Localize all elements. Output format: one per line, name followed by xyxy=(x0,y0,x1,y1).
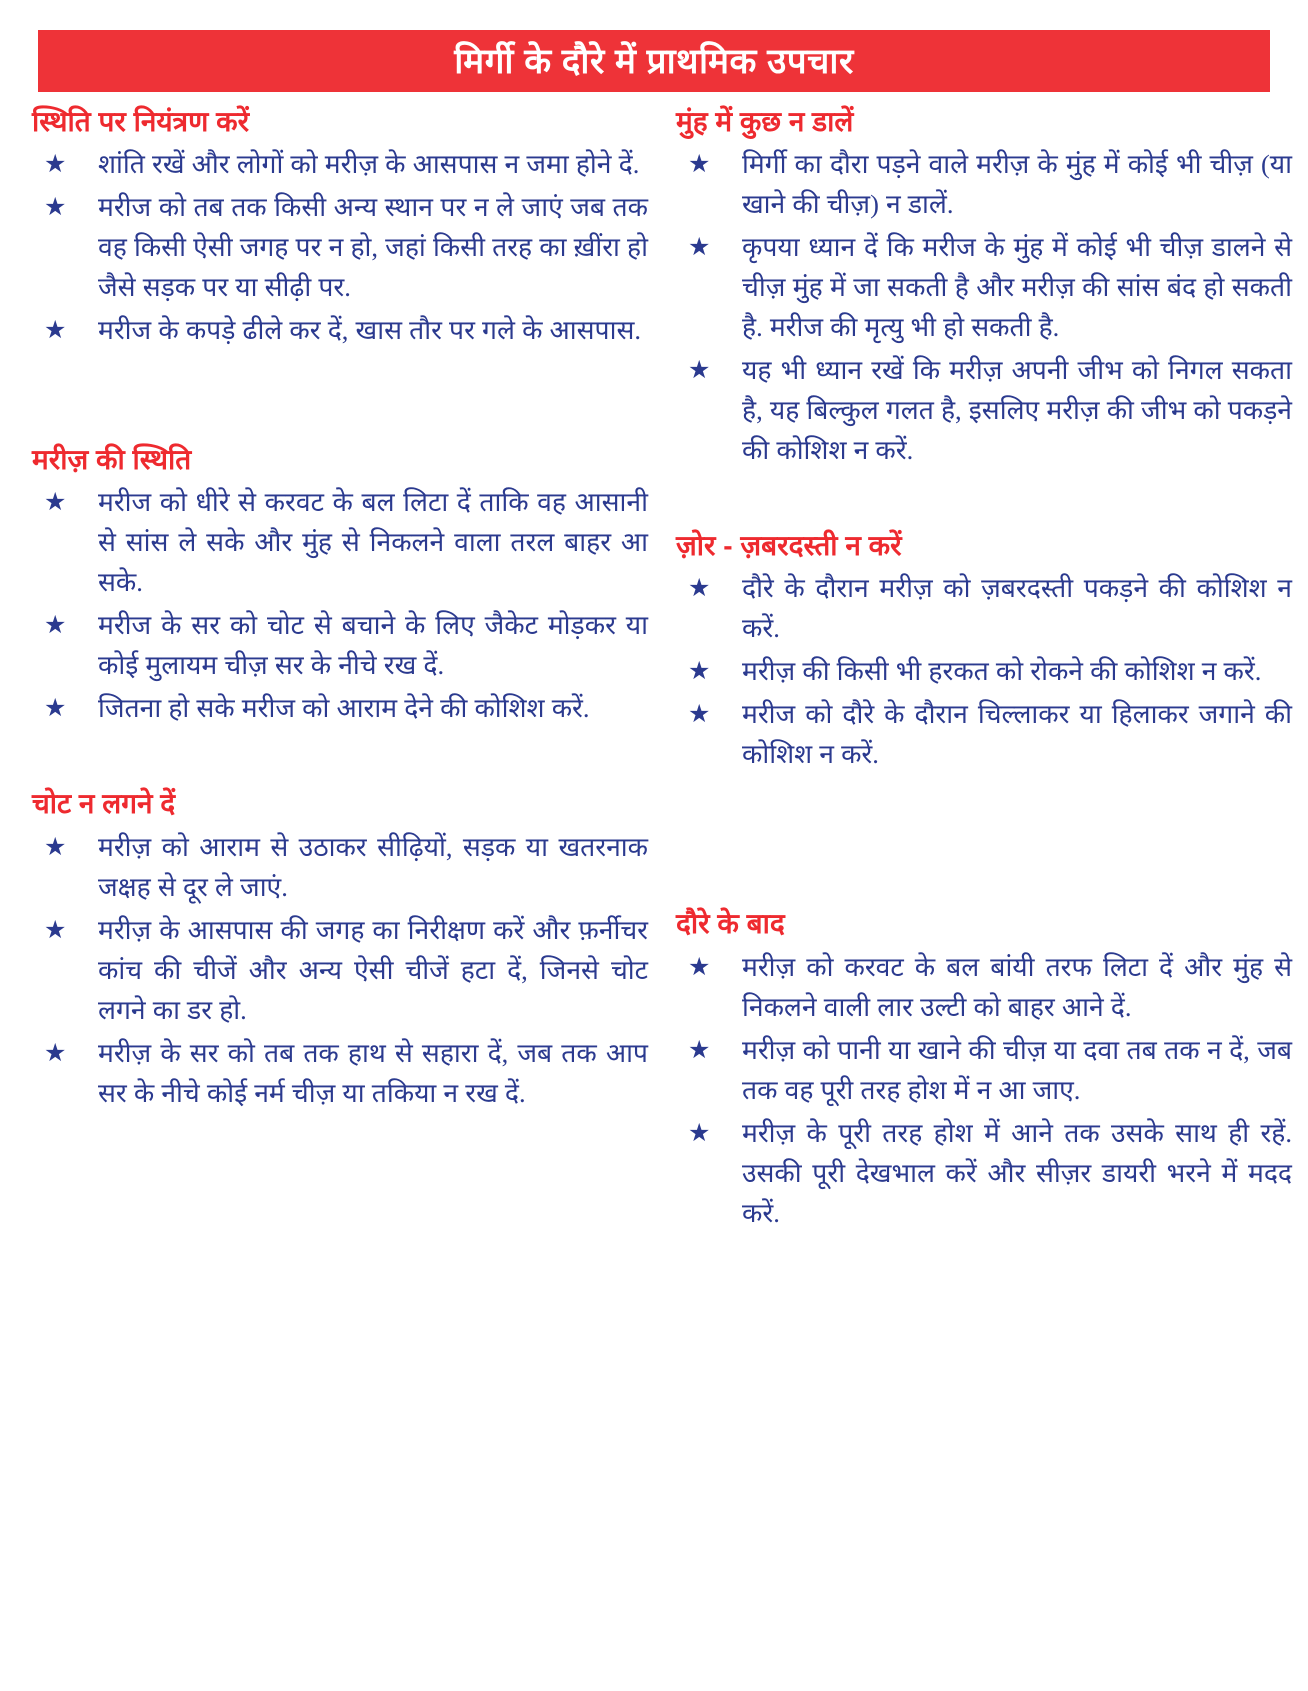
section-prevent-injury xyxy=(30,788,648,1112)
section-heading: दौरे के बाद xyxy=(676,908,785,940)
bullet-list xyxy=(30,144,648,350)
page-title: मिर्गी के दौरे में प्राथमिक उपचार xyxy=(454,41,854,81)
list-item xyxy=(30,605,648,685)
section-spacer xyxy=(674,474,1292,530)
list-item xyxy=(674,227,1292,347)
bullet-text: मरीज को दौरे के दौरान चिल्लाकर या हिलाकर जगाने की कोशिश न करें. xyxy=(742,699,1292,770)
section-heading: स्थिति पर नियंत्रण करें xyxy=(32,106,250,137)
star-bullet-icon: ★ xyxy=(44,693,67,723)
list-item xyxy=(30,910,648,1030)
star-bullet-icon: ★ xyxy=(44,487,67,517)
star-bullet-icon: ★ xyxy=(688,355,711,385)
list-item xyxy=(30,827,648,907)
star-bullet-icon: ★ xyxy=(688,951,711,981)
star-bullet-icon: ★ xyxy=(44,831,67,861)
section-heading: चोट न लगने दें xyxy=(32,788,176,820)
star-bullet-icon: ★ xyxy=(688,1117,711,1147)
star-bullet-icon: ★ xyxy=(44,149,67,179)
section-heading: ज़ोर - ज़बरदस्ती न करें xyxy=(676,530,902,562)
star-bullet-icon: ★ xyxy=(688,656,711,686)
list-item xyxy=(30,310,648,350)
bullet-text: मरीज़ को पानी या खाने की चीज़ या दवा तब तक न दें, जब तक वह पूरी तरह होश में न आ जाए. xyxy=(742,1034,1292,1105)
section-spacer xyxy=(30,354,648,444)
bullet-list xyxy=(30,827,648,1113)
bullet-text: मरीज़ के सर को तब तक हाथ से सहारा दें, जब तक आप सर के नीचे कोई नर्म चीज़ या तकिया न रख दें. xyxy=(98,1037,648,1108)
list-item xyxy=(674,1030,1292,1110)
section-no-force xyxy=(674,530,1292,774)
list-item xyxy=(30,1033,648,1113)
list-item xyxy=(30,482,648,602)
section-patient-position xyxy=(30,444,648,728)
bullet-list xyxy=(30,482,648,728)
list-item xyxy=(674,144,1292,224)
star-bullet-icon: ★ xyxy=(688,149,711,179)
bullet-text: शांति रखें और लोगों को मरीज़ के आसपास न जमा होने दें. xyxy=(98,149,640,180)
list-item xyxy=(674,651,1292,691)
bullet-text: मरीज़ को करवट के बल बांयी तरफ लिटा दें और मुंह से निकलने वाली लार उल्टी को बाहर आने दें. xyxy=(742,951,1292,1022)
section-control-situation xyxy=(30,106,648,350)
star-bullet-icon: ★ xyxy=(688,1034,711,1064)
bullet-text: मरीज़ की किसी भी हरकत को रोकने की कोशिश न करें. xyxy=(742,656,1262,687)
bullet-list xyxy=(674,144,1292,470)
bullet-text: मरीज को तब तक किसी अन्य स्थान पर न ले जाएं जब तक वह किसी ऐसी जगह पर न हो, जहां किसी तरह का ख़ींरा हो जैसे सड़क पर या सीढ़ी पर. xyxy=(98,192,648,303)
bullet-text: जितना हो सके मरीज को आराम देने की कोशिश करें. xyxy=(98,693,590,724)
section-after-seizure xyxy=(674,908,1292,1232)
bullet-text: कृपया ध्यान दें कि मरीज के मुंह में कोई भी चीज़ डालने से चीज़ मुंह में जा सकती है और मरीज़ की सांस बंद हो सकती है. मरीज की मृत्यु भी हो सकती है. xyxy=(742,232,1292,343)
section-heading: मुंह में कुछ न डालें xyxy=(676,106,854,137)
list-item xyxy=(674,568,1292,648)
star-bullet-icon: ★ xyxy=(44,914,67,944)
star-bullet-icon: ★ xyxy=(44,1037,67,1067)
list-item xyxy=(674,694,1292,774)
bullet-text: यह भी ध्यान रखें कि मरीज़ अपनी जीभ को निगल सकता है, यह बिल्कुल गलत है, इसलिए मरीज़ की जीभ को पकड़ने की कोशिश न करें. xyxy=(742,355,1292,466)
bullet-text: मिर्गी का दौरा पड़ने वाले मरीज़ के मुंह में कोई भी चीज़ (या खाने की चीज़) न डालें. xyxy=(742,149,1292,220)
left-column xyxy=(30,106,648,1117)
bullet-text: दौरे के दौरान मरीज़ को ज़बरदस्ती पकड़ने की कोशिश न करें. xyxy=(742,573,1292,644)
bullet-text: मरीज के सर को चोट से बचाने के लिए जैकेट मोड़कर या कोई मुलायम चीज़ सर के नीचे रख दें. xyxy=(98,610,648,681)
star-bullet-icon: ★ xyxy=(44,315,67,345)
star-bullet-icon: ★ xyxy=(688,573,711,603)
section-spacer xyxy=(674,778,1292,908)
list-item xyxy=(674,350,1292,470)
star-bullet-icon: ★ xyxy=(44,610,67,640)
list-item xyxy=(30,688,648,728)
section-heading: मरीज़ की स्थिति xyxy=(32,444,192,476)
bullet-list xyxy=(674,568,1292,774)
bullet-text: मरीज़ के पूरी तरह होश में आने तक उसके साथ ही रहें. उसकी पूरी देखभाल करें और सीज़र डायरी भरने में मदद करें. xyxy=(742,1117,1292,1228)
bullet-text: मरीज को धीरे से करवट के बल लिटा दें ताकि वह आसानी से सांस ले सके और मुंह से निकलने वाला तरल बाहर आ सके. xyxy=(98,487,648,598)
bullet-text: मरीज़ के आसपास की जगह का निरीक्षण करें और फ़र्नीचर कांच की चीजें और अन्य ऐसी चीजें हटा दें, जिनसे चोट लगने का डर हो. xyxy=(98,914,648,1025)
list-item xyxy=(674,947,1292,1027)
list-item xyxy=(30,144,648,184)
poster-root xyxy=(0,30,1308,1691)
star-bullet-icon: ★ xyxy=(44,192,67,222)
list-item xyxy=(674,1113,1292,1233)
bullet-text: मरीज़ को आराम से उठाकर सीढ़ियों, सड़क या खतरनाक जक्षह से दूर ले जाएं. xyxy=(98,831,648,902)
list-item xyxy=(30,187,648,307)
content-columns xyxy=(0,92,1308,1237)
bullet-list xyxy=(674,947,1292,1233)
star-bullet-icon: ★ xyxy=(688,232,711,262)
section-spacer xyxy=(30,732,648,788)
right-column xyxy=(674,106,1292,1237)
section-nothing-in-mouth xyxy=(674,106,1292,470)
star-bullet-icon: ★ xyxy=(688,699,711,729)
bullet-text: मरीज के कपड़े ढीले कर दें, खास तौर पर गले के आसपास. xyxy=(98,315,641,346)
header-banner xyxy=(38,30,1270,92)
